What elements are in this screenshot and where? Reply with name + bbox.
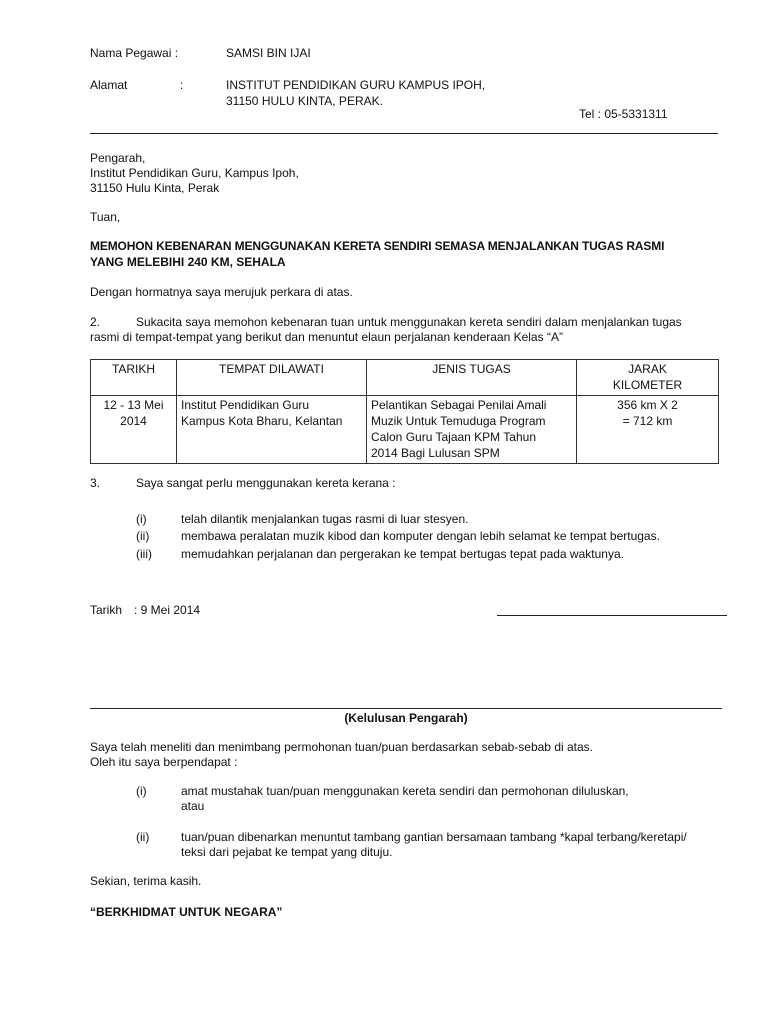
para2-line1: Sukacita saya memohon kebenaran tuan untuk menggunakan kereta sendiri dalam menjalankan tugas xyxy=(136,315,682,329)
para1: Dengan hormatnya saya merujuk perkara di atas. xyxy=(90,285,353,299)
alamat-label: Alamat xyxy=(90,78,128,92)
nama-pegawai-label: Nama Pegawai : xyxy=(90,46,179,60)
reason-3-text: memudahkan perjalanan dan pergerakan ke tempat bertugas tepat pada waktunya. xyxy=(181,547,624,561)
approval-option-2-line2: teksi dari pejabat ke tempat yang dituju. xyxy=(181,845,393,859)
approval-option-2-number: (ii) xyxy=(136,830,150,844)
para2-line2: rasmi di tempat-tempat yang berikut dan menuntut elaun perjalanan kenderaan Kelas “A” xyxy=(90,330,563,344)
approval-option-1-line1: amat mustahak tuan/puan menggunakan kereta sendiri dan permohonan diluluskan, xyxy=(181,784,629,798)
subject-line2: YANG MELEBIHI 240 KM, SEHALA xyxy=(90,255,286,269)
approval-option-1-line2: atau xyxy=(181,799,205,813)
nama-pegawai-value: SAMSI BIN IJAI xyxy=(226,46,311,60)
tarikh-label: Tarikh xyxy=(90,603,123,617)
telephone: Tel : 05-5331311 xyxy=(579,107,668,121)
approval-line1: Saya telah meneliti dan menimbang permohonan tuan/puan berdasarkan sebab-sebab di atas. xyxy=(90,740,594,754)
approval-line2: Oleh itu saya berpendapat : xyxy=(90,755,238,769)
reason-2-number: (ii) xyxy=(136,529,150,543)
table-header-jenis: JENIS TUGAS xyxy=(367,360,577,396)
para2-number: 2. xyxy=(90,315,101,329)
approval-title: (Kelulusan Pengarah) xyxy=(344,711,468,725)
para3-number: 3. xyxy=(90,476,101,490)
table-row xyxy=(91,396,719,464)
reason-1-text: telah dilantik menjalankan tugas rasmi di luar stesyen. xyxy=(181,512,469,526)
subject-line1: MEMOHON KEBENARAN MENGGUNAKAN KERETA SENDIRI SEMASA MENJALANKAN TUGAS RASMI xyxy=(90,239,665,253)
alamat-line1: INSTITUT PENDIDIKAN GURU KAMPUS IPOH, xyxy=(226,78,486,92)
salutation: Tuan, xyxy=(90,210,121,224)
header-divider xyxy=(90,133,718,134)
table-header-tarikh: TARIKH xyxy=(91,360,177,396)
cell-tempat: Institut Pendidikan Guru Kampus Kota Bharu, Kelantan xyxy=(177,396,367,464)
cell-jarak: 356 km X 2 = 712 km xyxy=(577,396,719,464)
recipient-line2: Institut Pendidikan Guru, Kampus Ipoh, xyxy=(90,166,299,180)
signature-line xyxy=(497,615,727,616)
travel-table xyxy=(90,359,719,464)
closing: Sekian, terima kasih. xyxy=(90,874,202,888)
motto: “BERKHIDMAT UNTUK NEGARA” xyxy=(90,905,283,919)
reason-1-number: (i) xyxy=(136,512,147,526)
approval-option-2-line1: tuan/puan dibenarkan menuntut tambang gantian bersamaan tambang *kapal terbang/keretapi/ xyxy=(181,830,687,844)
table-header-row xyxy=(91,360,719,396)
approval-divider xyxy=(90,708,722,709)
cell-jenis: Pelantikan Sebagai Penilai Amali Muzik Untuk Temuduga Program Calon Guru Tajaan KPM Tahun 2014 Bagi Lulusan SPM xyxy=(367,396,577,464)
reason-3-number: (iii) xyxy=(136,547,152,561)
table-header-jarak: JARAK KILOMETER xyxy=(577,360,719,396)
tarikh-value: : 9 Mei 2014 xyxy=(134,603,201,617)
cell-tarikh: 12 - 13 Mei 2014 xyxy=(91,396,177,464)
reason-2-text: membawa peralatan muzik kibod dan komputer dengan lebih selamat ke tempat bertugas. xyxy=(181,529,660,543)
table-header-tempat: TEMPAT DILAWATI xyxy=(177,360,367,396)
recipient-line1: Pengarah, xyxy=(90,151,146,165)
approval-option-1-number: (i) xyxy=(136,784,147,798)
recipient-line3: 31150 Hulu Kinta, Perak xyxy=(90,181,220,195)
alamat-line2: 31150 HULU KINTA, PERAK. xyxy=(226,94,383,108)
para3-text: Saya sangat perlu menggunakan kereta kerana : xyxy=(136,476,396,490)
alamat-colon: : xyxy=(180,78,184,92)
